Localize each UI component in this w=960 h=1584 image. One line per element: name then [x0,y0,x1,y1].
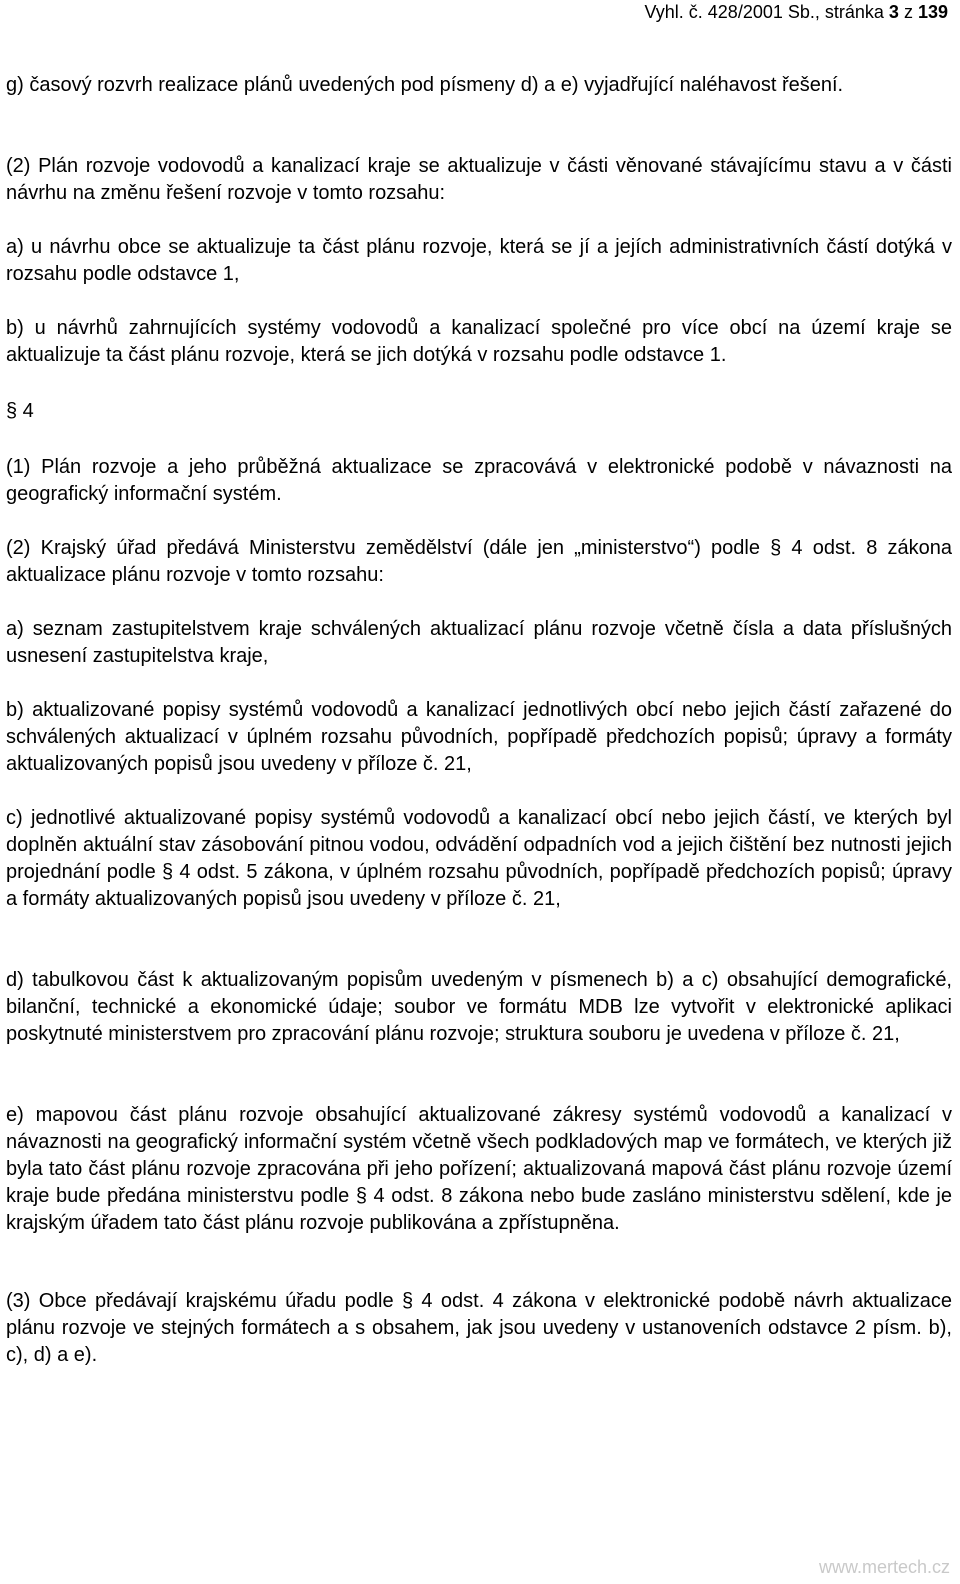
section-heading: § 4 [6,400,34,422]
footer-site: www.mertech.cz [818,1557,950,1577]
paragraph-a: a) u návrhu obce se aktualizuje ta část plánu rozvoje, která se jí a jejích administrativních částí dotýká v rozsahu podle odstavce 1, [6,236,952,285]
paragraph-s4-2e: e) mapovou část plánu rozvoje obsahující aktualizované zákresy systémů vodovodů a kanalizací v návaznosti na geografický informační systém včetně všech podkladových map ve formátech, ve kterých již byla tato část plánu rozvoje zpracována při jeho pořízení; aktualizovaná mapová část plánu rozvoje území kraje bude předána ministerstvu podle § 4 odst. 8 zákona nebo bude zasláno ministerstvu sdělení, kde je krajským úřadem tato část plánu rozvoje publikována a zpřístupněna. [6,1104,952,1234]
paragraph-s4-2d: d) tabulkovou část k aktualizovaným popisům uvedeným v písmenech b) a c) obsahující demografické, bilanční, technické a ekonomické údaje; soubor ve formátu MDB lze vytvořit v elektronické aplikaci poskytnuté ministerstvem pro zpracování plánu rozvoje; struktura souboru je uvedena v příloze č. 21, [6,969,952,1045]
paragraph-s4-2b: b) aktualizované popisy systémů vodovodů a kanalizací jednotlivých obcí nebo jejich částí zařazené do schválených aktualizací v úplném rozsahu původních, popřípadě předchozích popisů; úpravy a formáty aktualizovaných popisů jsou uvedeny v příloze č. 21, [6,699,952,775]
page-number: 3 [888,2,899,22]
page-total: 139 [917,2,948,22]
paragraph-g: g) časový rozvrh realizace plánů uvedených pod písmeny d) a e) vyjadřující naléhavost řešení. [6,74,844,96]
header-of: z [898,2,918,22]
paragraph-b: b) u návrhů zahrnujících systémy vodovodů a kanalizací společné pro více obcí na území kraje se aktualizuje ta část plánu rozvoje, která se jich dotýká v rozsahu podle odstavce 1. [6,317,952,366]
paragraph-s4-2a: a) seznam zastupitelstvem kraje schválených aktualizací plánu rozvoje včetně čísla a data příslušných usnesení zastupitelstva kraje, [6,618,952,667]
header-text: Vyhl. č. 428/2001 Sb., stránka [644,2,889,22]
paragraph-s4-2: (2) Krajský úřad předává Ministerstvu zemědělství (dále jen „ministerstvo“) podle § 4 odst. 8 zákona aktualizace plánu rozvoje v tomto rozsahu: [6,537,952,586]
paragraph-s4-3: (3) Obce předávají krajskému úřadu podle § 4 odst. 4 zákona v elektronické podobě návrh aktualizace plánu rozvoje ve stejných formátech a s obsahem, jak jsou uvedeny v ustanoveních odstavce 2 písm. b), c), d) a e). [6,1290,952,1366]
page-header [644,0,948,24]
paragraph-2: (2) Plán rozvoje vodovodů a kanalizací kraje se aktualizuje v části věnované stávajícímu stavu a v části návrhu na změnu řešení rozvoje v tomto rozsahu: [6,155,952,204]
paragraph-s4-1: (1) Plán rozvoje a jeho průběžná aktualizace se zpracovává v elektronické podobě v návaznosti na geografický informační systém. [6,456,952,505]
paragraph-s4-2c: c) jednotlivé aktualizované popisy systémů vodovodů a kanalizací obcí nebo jejich částí, ve kterých byl doplněn aktuální stav zásobování pitnou vodou, odvádění odpadních vod a jejich čištění bez nutnosti jejich projednání podle § 4 odst. 5 zákona, v úplném rozsahu původních, popřípadě předchozích popisů; úpravy a formáty aktualizovaných popisů jsou uvedeny v příloze č. 21, [6,807,952,910]
